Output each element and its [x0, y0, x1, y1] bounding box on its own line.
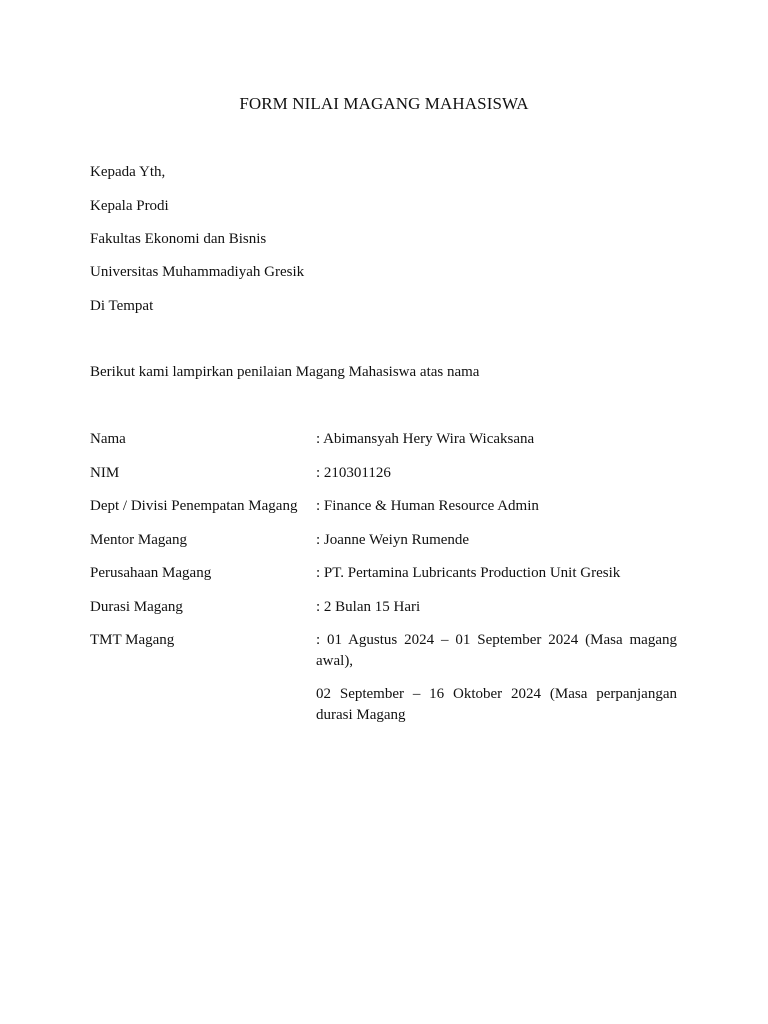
field-value-tmt-extension: 02 September – 16 Oktober 2024 (Masa perpanjangan durasi Magang: [316, 686, 677, 723]
address-line-recipient: Kepada Yth,: [90, 164, 166, 180]
address-line-university: Universitas Muhammadiyah Gresik: [90, 264, 305, 280]
field-value-nama: : Abimansyah Hery Wira Wicaksana: [316, 431, 535, 447]
field-label-mentor: Mentor Magang: [90, 532, 188, 548]
field-label-durasi: Durasi Magang: [90, 599, 183, 615]
intro-paragraph: Berikut kami lampirkan penilaian Magang Mahasiswa atas nama: [90, 364, 480, 380]
field-value-durasi: : 2 Bulan 15 Hari: [316, 599, 421, 615]
address-line-faculty: Fakultas Ekonomi dan Bisnis: [90, 231, 267, 247]
field-label-perusahaan: Perusahaan Magang: [90, 565, 212, 581]
address-line-location: Di Tempat: [90, 298, 154, 314]
field-value-nim: : 210301126: [316, 465, 391, 481]
field-label-nama: Nama: [90, 431, 126, 447]
field-label-tmt: TMT Magang: [90, 632, 175, 648]
field-value-dept: : Finance & Human Resource Admin: [316, 498, 539, 514]
field-label-nim: NIM: [90, 465, 120, 481]
address-line-position: Kepala Prodi: [90, 198, 169, 214]
field-value-perusahaan: : PT. Pertamina Lubricants Production Unit Gresik: [316, 565, 621, 581]
field-value-mentor: : Joanne Weiyn Rumende: [316, 532, 470, 548]
form-title: FORM NILAI MAGANG MAHASISWA: [239, 94, 529, 113]
field-value-tmt-initial: : 01 Agustus 2024 – 01 September 2024 (Masa magang awal),: [316, 632, 677, 669]
field-label-dept: Dept / Divisi Penempatan Magang: [90, 498, 298, 514]
